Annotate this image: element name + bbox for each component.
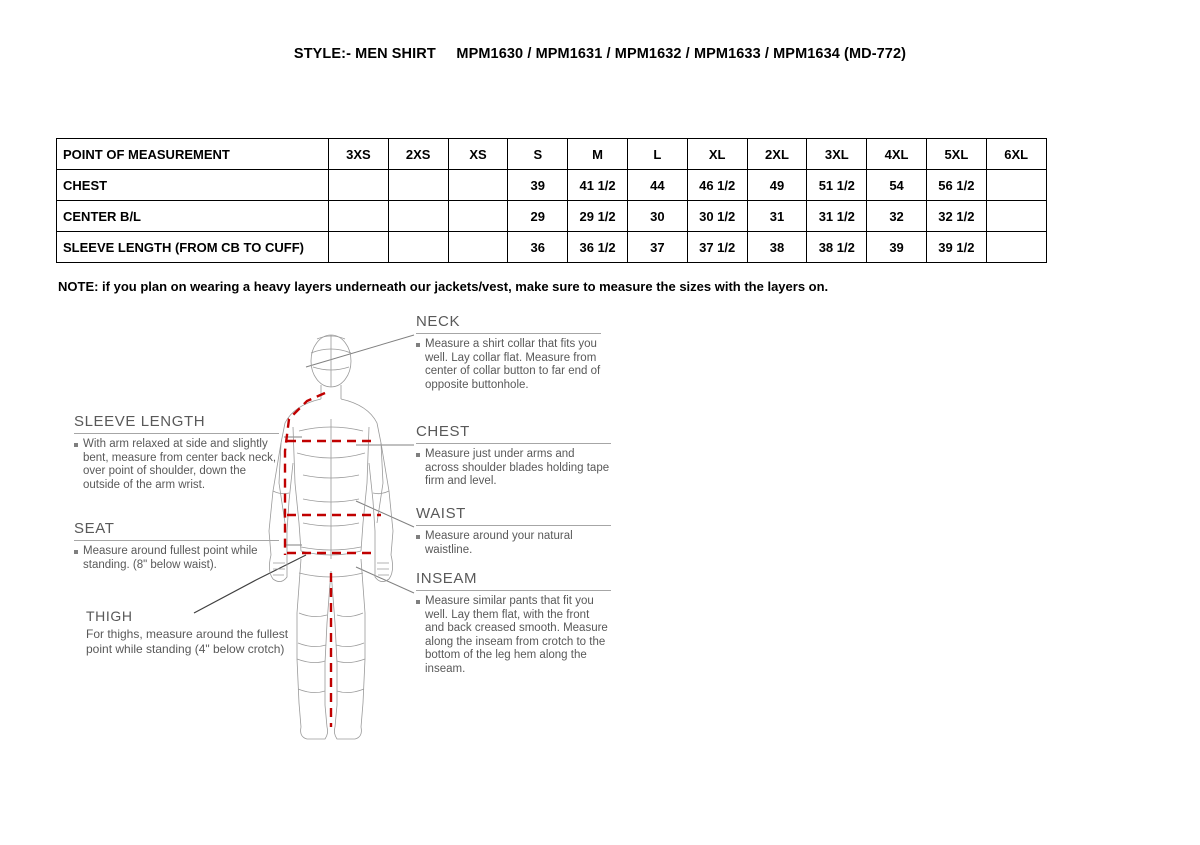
table-cell — [448, 201, 508, 232]
table-header-cell: 6XL — [986, 139, 1046, 170]
table-cell: 32 1/2 — [926, 201, 986, 232]
table-cell — [986, 201, 1046, 232]
callout-body: Measure around fullest point while standing. (8" below waist). — [83, 545, 258, 571]
callout-heading: INSEAM — [416, 570, 478, 587]
callout-thigh — [86, 608, 301, 657]
table-cell: 54 — [867, 170, 927, 201]
measurement-diagram — [56, 305, 1146, 745]
callout-seat — [74, 520, 279, 572]
table-cell: 38 1/2 — [807, 232, 867, 263]
bullet-square-icon — [74, 550, 78, 554]
callout-heading: SEAT — [74, 520, 115, 537]
table-cell — [448, 170, 508, 201]
table-header-cell: M — [568, 139, 628, 170]
table-cell — [388, 170, 448, 201]
table-cell — [388, 201, 448, 232]
table-header-cell: XL — [687, 139, 747, 170]
callout-rule — [416, 333, 601, 334]
table-header-cell: 3XS — [329, 139, 389, 170]
table-cell: 30 — [627, 201, 687, 232]
callout-rule — [416, 590, 611, 591]
row-label: SLEEVE LENGTH (FROM CB TO CUFF) — [57, 232, 329, 263]
callout-rule — [74, 540, 279, 541]
callout-sleeve-length — [74, 413, 279, 492]
callout-rule — [416, 443, 611, 444]
table-cell — [986, 170, 1046, 201]
table-cell: 49 — [747, 170, 807, 201]
table-cell: 29 1/2 — [568, 201, 628, 232]
callout-body: Measure similar pants that fit you well. Lay them flat, with the front and back creased smooth. Measure along the inseam from crotch to the bottom of the leg hem along the inseam. — [425, 595, 608, 675]
size-chart-table — [56, 138, 1047, 263]
table-cell: 38 — [747, 232, 807, 263]
table-cell: 37 1/2 — [687, 232, 747, 263]
table-cell: 31 1/2 — [807, 201, 867, 232]
table-header-cell: 2XL — [747, 139, 807, 170]
table-cell — [329, 201, 389, 232]
table-cell: 36 — [508, 232, 568, 263]
table-cell: 39 — [867, 232, 927, 263]
table-header-cell: 3XL — [807, 139, 867, 170]
table-cell: 36 1/2 — [568, 232, 628, 263]
table-cell — [329, 232, 389, 263]
measurement-note: NOTE: if you plan on wearing a heavy layers underneath our jackets/vest, make sure to measure the sizes with the layers on. — [58, 279, 829, 294]
table-cell: 39 — [508, 170, 568, 201]
row-label: CENTER B/L — [57, 201, 329, 232]
table-header-cell: 5XL — [926, 139, 986, 170]
table-cell: 56 1/2 — [926, 170, 986, 201]
table-header-cell: POINT OF MEASUREMENT — [57, 139, 329, 170]
table-cell: 44 — [627, 170, 687, 201]
table-header-cell: XS — [448, 139, 508, 170]
table-header-row — [57, 139, 1047, 170]
table-header-cell: L — [627, 139, 687, 170]
table-row — [57, 201, 1047, 232]
table-cell — [329, 170, 389, 201]
table-cell: 32 — [867, 201, 927, 232]
callout-body: Measure around your natural waistline. — [425, 530, 573, 556]
size-chart-table-container — [56, 138, 1046, 263]
table-cell: 31 — [747, 201, 807, 232]
table-cell: 29 — [508, 201, 568, 232]
callout-heading: CHEST — [416, 423, 470, 440]
row-label: CHEST — [57, 170, 329, 201]
table-row — [57, 170, 1047, 201]
callout-neck — [416, 313, 601, 392]
bullet-square-icon — [74, 443, 78, 447]
bullet-square-icon — [416, 535, 420, 539]
table-cell — [448, 232, 508, 263]
callout-body: Measure just under arms and across shoulder blades holding tape firm and level. — [425, 448, 610, 488]
table-cell: 46 1/2 — [687, 170, 747, 201]
table-header-cell: 4XL — [867, 139, 927, 170]
bullet-square-icon — [416, 343, 420, 347]
table-header-cell: 2XS — [388, 139, 448, 170]
table-row — [57, 232, 1047, 263]
callout-heading: WAIST — [416, 505, 466, 522]
page-title: STYLE:- MEN SHIRT MPM1630 / MPM1631 / MPM1632 / MPM1633 / MPM1634 (MD-772) — [293, 46, 907, 62]
table-cell: 39 1/2 — [926, 232, 986, 263]
table-cell: 30 1/2 — [687, 201, 747, 232]
callout-heading: SLEEVE LENGTH — [74, 413, 206, 430]
bullet-square-icon — [416, 600, 420, 604]
callout-heading: NECK — [416, 313, 461, 330]
table-cell: 51 1/2 — [807, 170, 867, 201]
table-cell — [986, 232, 1046, 263]
table-header-cell: S — [508, 139, 568, 170]
callout-inseam — [416, 570, 611, 677]
callout-waist — [416, 505, 611, 557]
callout-body: For thighs, measure around the fullest point while standing (4" below crotch) — [86, 627, 289, 656]
table-cell: 37 — [627, 232, 687, 263]
bullet-square-icon — [416, 453, 420, 457]
table-cell: 41 1/2 — [568, 170, 628, 201]
callout-rule — [74, 433, 279, 434]
callout-heading: THIGH — [86, 608, 133, 624]
callout-body: With arm relaxed at side and slightly bent, measure from center back neck, over point of shoulder, down the outside of the arm wrist. — [83, 438, 277, 491]
callout-rule — [416, 525, 611, 526]
callout-chest — [416, 423, 611, 489]
table-cell — [388, 232, 448, 263]
callout-body: Measure a shirt collar that fits you well. Lay collar flat. Measure from center of collar button to far end of opposite buttonhole. — [425, 338, 601, 391]
